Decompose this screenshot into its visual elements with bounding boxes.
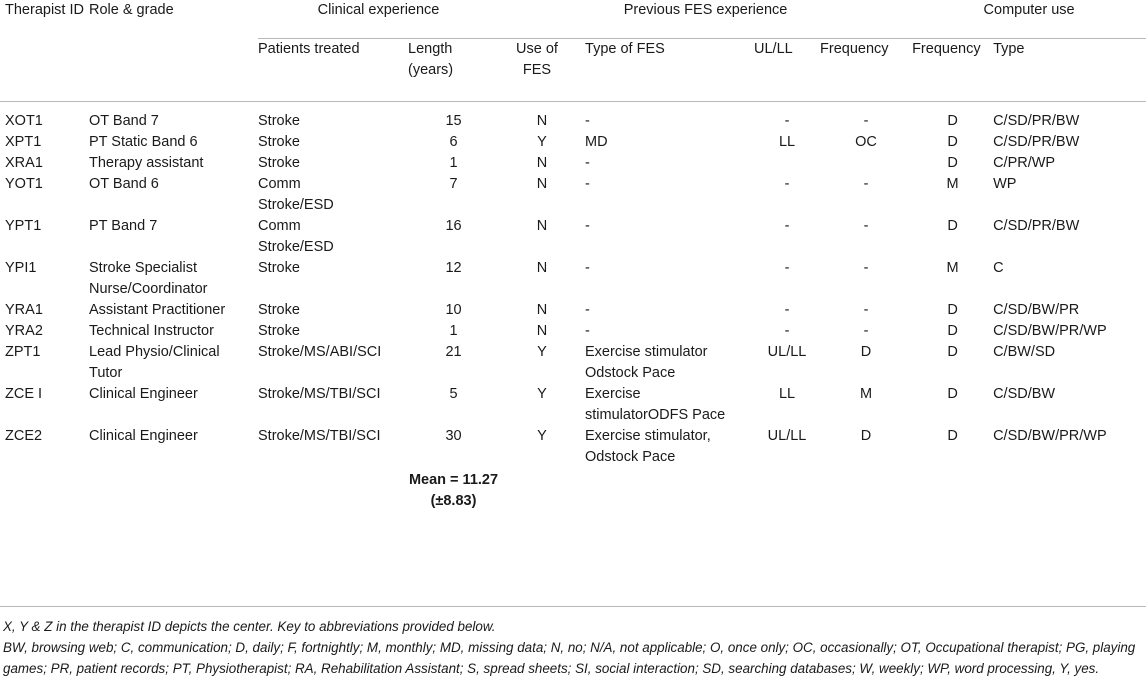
- cell-id: ZCE I: [5, 386, 43, 402]
- cell-length: 5: [449, 386, 458, 402]
- cell-patients: Stroke/MS/TBI/SCI: [258, 386, 381, 402]
- header-computer-frequency: Frequency: [912, 41, 981, 57]
- cell-use: N: [499, 102, 585, 133]
- cell-id: ZPT1: [5, 344, 41, 360]
- cell-type: -: [585, 323, 590, 339]
- cell-id: YRA1: [5, 302, 43, 318]
- table-row: [0, 300, 1146, 321]
- cell-length: 15: [408, 102, 499, 133]
- cell-use: N: [536, 302, 548, 318]
- table-row: [0, 102, 1146, 133]
- cell-role: Lead Physio/Clinical Tutor: [89, 344, 220, 381]
- cell-length: 12: [445, 260, 462, 276]
- header-computer-type: Type: [993, 41, 1025, 57]
- header-ul-ll: UL/LL: [754, 41, 793, 57]
- footnote-center-note: X, Y & Z in the therapist ID depicts the center. Key to abbreviations provided below.: [3, 619, 496, 634]
- cell-comp-freq: M: [946, 176, 959, 192]
- table-row: [0, 384, 1146, 426]
- mean-value: [408, 468, 499, 512]
- cell-patients: Stroke: [258, 155, 300, 171]
- cell-type: Exercise stimulator Odstock Pace: [585, 344, 708, 381]
- cell-ulll: [754, 153, 820, 174]
- header-previous-fes: Previous FES experience: [499, 0, 912, 39]
- cell-type: -: [585, 302, 590, 318]
- header-patients-treated: Patients treated: [258, 41, 360, 57]
- cell-length: 10: [445, 302, 462, 318]
- cell-type: -: [585, 102, 754, 133]
- cell-role: PT Band 7: [89, 218, 158, 234]
- cell-role: Technical Instructor: [89, 323, 214, 339]
- table-row: [0, 321, 1146, 342]
- cell-comp-type: C/SD/BW: [993, 386, 1056, 402]
- cell-freq: -: [863, 323, 869, 339]
- cell-ulll: -: [784, 302, 790, 318]
- cell-type: -: [585, 176, 590, 192]
- cell-comp-type: C: [993, 260, 1004, 276]
- cell-length: 30: [445, 428, 462, 444]
- cell-patients: Stroke: [258, 134, 300, 150]
- cell-ulll: -: [784, 218, 790, 234]
- cell-use: Y: [537, 344, 547, 360]
- cell-role: OT Band 7: [89, 102, 258, 133]
- cell-id: YRA2: [5, 323, 43, 339]
- cell-comp-type: C/SD/BW/PR/WP: [993, 428, 1107, 444]
- cell-ulll: UL/LL: [767, 344, 807, 360]
- cell-use: Y: [537, 428, 547, 444]
- cell-length: 16: [445, 218, 462, 234]
- header-row-top: [0, 0, 1146, 39]
- cell-comp-type: C/SD/PR/BW: [993, 134, 1080, 150]
- cell-patients: Comm Stroke/ESD: [258, 176, 334, 213]
- cell-id: ZCE2: [5, 428, 43, 444]
- cell-use: N: [536, 155, 548, 171]
- table-row: [0, 174, 1146, 216]
- cell-comp-freq: D: [947, 323, 958, 339]
- footnote-abbreviations: BW, browsing web; C, communication; D, daily; F, fortnightly; M, monthly; MD, missing data; N, no; N/A, not applicable; O, once only; OC, occasionally; OT, Occupational therapist; PG, playing games; PR, patient records; PT, Physiotherapist; RA, Rehabilitation Assistant; S, spread sheets; SI, social interaction; SD, searching databases; W, weekly; WP, word processing, Y, yes.: [3, 640, 1136, 676]
- cell-role: Clinical Engineer: [89, 428, 198, 444]
- header-use-of-fes: Use of FES: [516, 41, 558, 78]
- cell-comp-freq: D: [947, 302, 958, 318]
- cell-use: Y: [537, 134, 547, 150]
- cell-ulll: -: [754, 102, 820, 133]
- cell-ulll: LL: [778, 134, 796, 150]
- cell-role: Stroke Specialist Nurse/Coordinator: [89, 260, 208, 297]
- footnotes: [0, 606, 1146, 679]
- cell-comp-type: C/PR/WP: [993, 155, 1056, 171]
- cell-id: YPT1: [5, 218, 42, 234]
- table-row: [0, 342, 1146, 384]
- cell-comp-freq: D: [947, 428, 958, 444]
- cell-length: 6: [449, 134, 458, 150]
- cell-use: N: [536, 218, 548, 234]
- cell-freq: D: [860, 344, 872, 360]
- cell-patients: Stroke: [258, 260, 300, 276]
- cell-use: N: [536, 176, 548, 192]
- table-row: [0, 216, 1146, 258]
- table-row: [0, 153, 1146, 174]
- header-computer-use: Computer use: [912, 0, 1146, 39]
- cell-freq: -: [863, 218, 869, 234]
- cell-type: -: [585, 218, 590, 234]
- cell-use: N: [536, 323, 548, 339]
- cell-patients: Stroke/MS/TBI/SCI: [258, 428, 381, 444]
- cell-comp-freq: D: [947, 386, 958, 402]
- header-therapist-id: Therapist ID: [5, 2, 84, 18]
- cell-freq: D: [860, 428, 872, 444]
- cell-length: 21: [445, 344, 462, 360]
- cell-id: XOT1: [0, 102, 89, 133]
- cell-comp-freq: D: [947, 155, 958, 171]
- cell-freq: -: [863, 302, 869, 318]
- table-row: [0, 426, 1146, 468]
- cell-freq: -: [863, 260, 869, 276]
- cell-comp-type: C/SD/PR/BW: [993, 102, 1146, 133]
- cell-role: Assistant Practitioner: [89, 302, 226, 318]
- mean-row: [0, 468, 1146, 512]
- cell-role: Clinical Engineer: [89, 386, 198, 402]
- cell-ulll: -: [784, 260, 790, 276]
- cell-id: XPT1: [5, 134, 42, 150]
- header-fes-frequency: Frequency: [820, 41, 889, 57]
- cell-patients: Stroke: [258, 323, 300, 339]
- cell-id: XRA1: [5, 155, 43, 171]
- cell-comp-freq: D: [912, 102, 993, 133]
- cell-freq: [820, 153, 912, 174]
- header-clinical-experience: Clinical experience: [258, 0, 499, 39]
- mean-line-1: Mean = 11.27: [408, 472, 499, 488]
- cell-comp-freq: D: [947, 344, 958, 360]
- cell-type: Exercise stimulator, Odstock Pace: [585, 428, 711, 465]
- cell-role: Therapy assistant: [89, 155, 204, 171]
- cell-id: YOT1: [5, 176, 43, 192]
- cell-comp-type: C/BW/SD: [993, 344, 1056, 360]
- cell-type: Exercise stimulatorODFS Pace: [585, 386, 726, 423]
- cell-role: OT Band 6: [89, 176, 159, 192]
- cell-length: 1: [449, 323, 458, 339]
- cell-patients: Comm Stroke/ESD: [258, 218, 334, 255]
- cell-patients: Stroke: [258, 302, 300, 318]
- cell-ulll: LL: [778, 386, 796, 402]
- cell-freq: OC: [855, 134, 877, 150]
- cell-type: -: [585, 155, 590, 171]
- cell-patients: Stroke: [258, 102, 408, 133]
- header-role-grade: Role & grade: [89, 2, 174, 18]
- cell-comp-type: WP: [993, 176, 1017, 192]
- cell-comp-type: C/SD/BW/PR: [993, 302, 1080, 318]
- cell-ulll: -: [784, 176, 790, 192]
- cell-type: MD: [585, 134, 608, 150]
- cell-use: N: [536, 260, 548, 276]
- cell-comp-freq: M: [946, 260, 959, 276]
- cell-id: YPI1: [5, 260, 37, 276]
- cell-length: 7: [449, 176, 458, 192]
- cell-freq: -: [820, 102, 912, 133]
- header-length-years: Length (years): [408, 41, 454, 78]
- cell-type: -: [585, 260, 590, 276]
- cell-ulll: -: [784, 323, 790, 339]
- cell-comp-freq: D: [947, 134, 958, 150]
- cell-use: Y: [537, 386, 547, 402]
- cell-comp-freq: D: [947, 218, 958, 234]
- header-type-of-fes: Type of FES: [585, 41, 665, 57]
- mean-line-2: (±8.83): [430, 493, 477, 509]
- cell-freq: M: [859, 386, 873, 402]
- table-row: [0, 258, 1146, 300]
- cell-role: PT Static Band 6: [89, 134, 198, 150]
- cell-length: 1: [449, 155, 458, 171]
- table-row: [0, 132, 1146, 153]
- cell-ulll: UL/LL: [767, 428, 807, 444]
- cell-freq: -: [863, 176, 869, 192]
- cell-comp-type: C/SD/PR/BW: [993, 218, 1080, 234]
- cell-patients: Stroke/MS/ABI/SCI: [258, 344, 382, 360]
- cell-comp-type: C/SD/BW/PR/WP: [993, 323, 1107, 339]
